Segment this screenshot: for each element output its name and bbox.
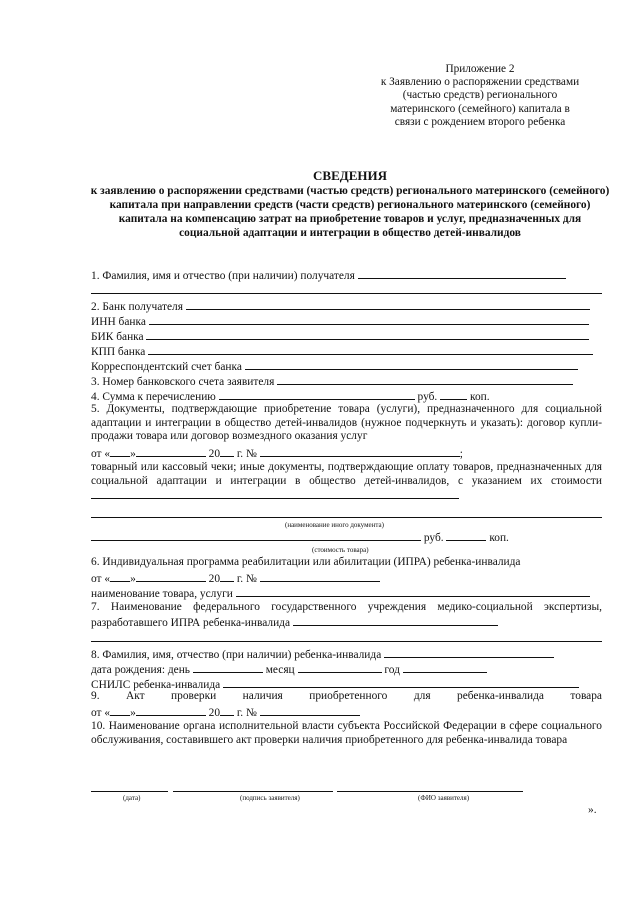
field-mse-text: 7. Наименование федерального государственного учреждения медико-социальной экспертизы, разработавшего ИПРА ребенка-инвалида: [91, 601, 602, 629]
closing-quote: ».: [588, 804, 597, 816]
caption-fio: (ФИО заявителя): [418, 794, 470, 802]
input-line[interactable]: [149, 314, 589, 325]
document-title: СВЕДЕНИЯ: [313, 168, 387, 183]
caption-signature: (подпись заявителя): [240, 794, 300, 802]
input-line[interactable]: [220, 446, 234, 457]
input-line[interactable]: [223, 677, 579, 688]
caption-doc-name: (наименование иного документа): [285, 521, 384, 529]
field-receipts-text: товарный или кассовый чеки; иные документы, подтверждающие оплату товаров, предназначенных для социальной адаптации и интеграции в общество детей-инвалидов, с указанием их стоимости: [91, 461, 602, 504]
field-recipient-name: 1. Фамилия, имя и отчество (при наличии) получателя: [91, 268, 566, 283]
input-line[interactable]: [245, 359, 578, 370]
input-line[interactable]: [293, 615, 498, 626]
signature-fio-line[interactable]: [337, 791, 523, 792]
appendix-line: связи с рождением второго ребенка: [394, 115, 566, 128]
field-bik: БИК банка: [91, 329, 589, 344]
appendix-line: Приложение 2: [445, 63, 515, 75]
field-child-name: 8. Фамилия, имя, отчество (при наличии) ребенка-инвалида: [91, 647, 554, 662]
input-line[interactable]: [440, 389, 467, 400]
field-goods-name: наименование товара, услуги: [91, 586, 590, 601]
input-line[interactable]: [110, 571, 130, 582]
input-line[interactable]: [277, 374, 573, 385]
signature-date-line[interactable]: [91, 791, 168, 792]
input-line[interactable]: [403, 662, 487, 673]
input-line[interactable]: [446, 530, 486, 541]
input-line[interactable]: [384, 647, 554, 658]
input-line[interactable]: [110, 705, 130, 716]
input-line[interactable]: [219, 389, 415, 400]
input-line[interactable]: [91, 488, 459, 499]
input-line[interactable]: [298, 662, 382, 673]
document-heading: [90, 168, 610, 240]
caption-date: (дата): [123, 794, 141, 802]
input-line[interactable]: [110, 446, 130, 457]
signature-sign-line[interactable]: [173, 791, 333, 792]
input-line[interactable]: [193, 662, 263, 673]
input-line[interactable]: [148, 344, 593, 355]
field-ipra: 6. Индивидуальная программа реабилитации или абилитации (ИПРА) ребенка-инвалида: [91, 556, 521, 568]
field-inn: ИНН банка: [91, 314, 589, 329]
field-amount: 4. Сумма к перечислению руб. коп.: [91, 391, 490, 403]
blank-line[interactable]: [91, 641, 602, 642]
field-account-number: 3. Номер банковского счета заявителя: [91, 374, 573, 389]
input-line[interactable]: [260, 571, 380, 582]
blank-line[interactable]: [91, 517, 602, 518]
field-cost: руб. коп.: [91, 530, 509, 545]
field-act-date: от « » 20 г. №: [91, 705, 360, 720]
field-kpp: КПП банка: [91, 344, 593, 359]
field-ipra-date: от « » 20 г. №: [91, 571, 380, 586]
blank-line[interactable]: [91, 293, 602, 294]
input-line[interactable]: [136, 705, 206, 716]
field-bank: 2. Банк получателя: [91, 299, 590, 314]
appendix-header: [355, 63, 605, 129]
field-corr-account: Корреспондентский счет банка: [91, 359, 578, 374]
input-line[interactable]: [358, 268, 566, 279]
appendix-line: материнского (семейного) капитала в: [390, 102, 570, 115]
field-authority-text: 10. Наименование органа исполнительной власти субъекта Российской Федерации в сфере социального обслуживания, составившего акт проверки наличия приобретенного для ребенка-инвалида товара: [91, 720, 602, 746]
input-line[interactable]: [220, 705, 234, 716]
input-line[interactable]: [91, 530, 421, 541]
input-line[interactable]: [136, 446, 206, 457]
input-line[interactable]: [260, 446, 460, 457]
document-subtitle: к заявлению о распоряжении средствами (частью средств) регионального материнского (семейного) капитала при направлении средств (части средств) регионального материнского (семейного) капитала на компенсацию затрат на приобретение товаров и услуг, предназначенных для социальной адаптации и интеграции в общество детей-инвалидов: [90, 185, 610, 239]
input-line[interactable]: [220, 571, 234, 582]
appendix-line: к Заявлению о распоряжении средствами: [380, 76, 580, 89]
input-line[interactable]: [186, 299, 590, 310]
field-dob: дата рождения: день месяц год: [91, 662, 487, 677]
caption-cost: (стоимость товара): [312, 546, 369, 554]
input-line[interactable]: [260, 705, 360, 716]
appendix-line: (частью средств) регионального: [402, 89, 558, 102]
field-contract-date: от « » 20 г. № ;: [91, 448, 463, 460]
input-line[interactable]: [236, 586, 590, 597]
field-documents-text: 5. Документы, подтверждающие приобретение товара (услуги), предназначенного для социальной адаптации и интеграции в общество детей-инвалидов (нужное подчеркнуть и указать): договор купли-продажи товара или договор возмездного оказания услуг: [91, 403, 602, 442]
field-act-text: 9. Акт проверки наличия приобретенного для ребенка-инвалида товара: [91, 690, 602, 702]
input-line[interactable]: [136, 571, 206, 582]
input-line[interactable]: [146, 329, 589, 340]
field-snils: СНИЛС ребенка-инвалида: [91, 677, 579, 692]
